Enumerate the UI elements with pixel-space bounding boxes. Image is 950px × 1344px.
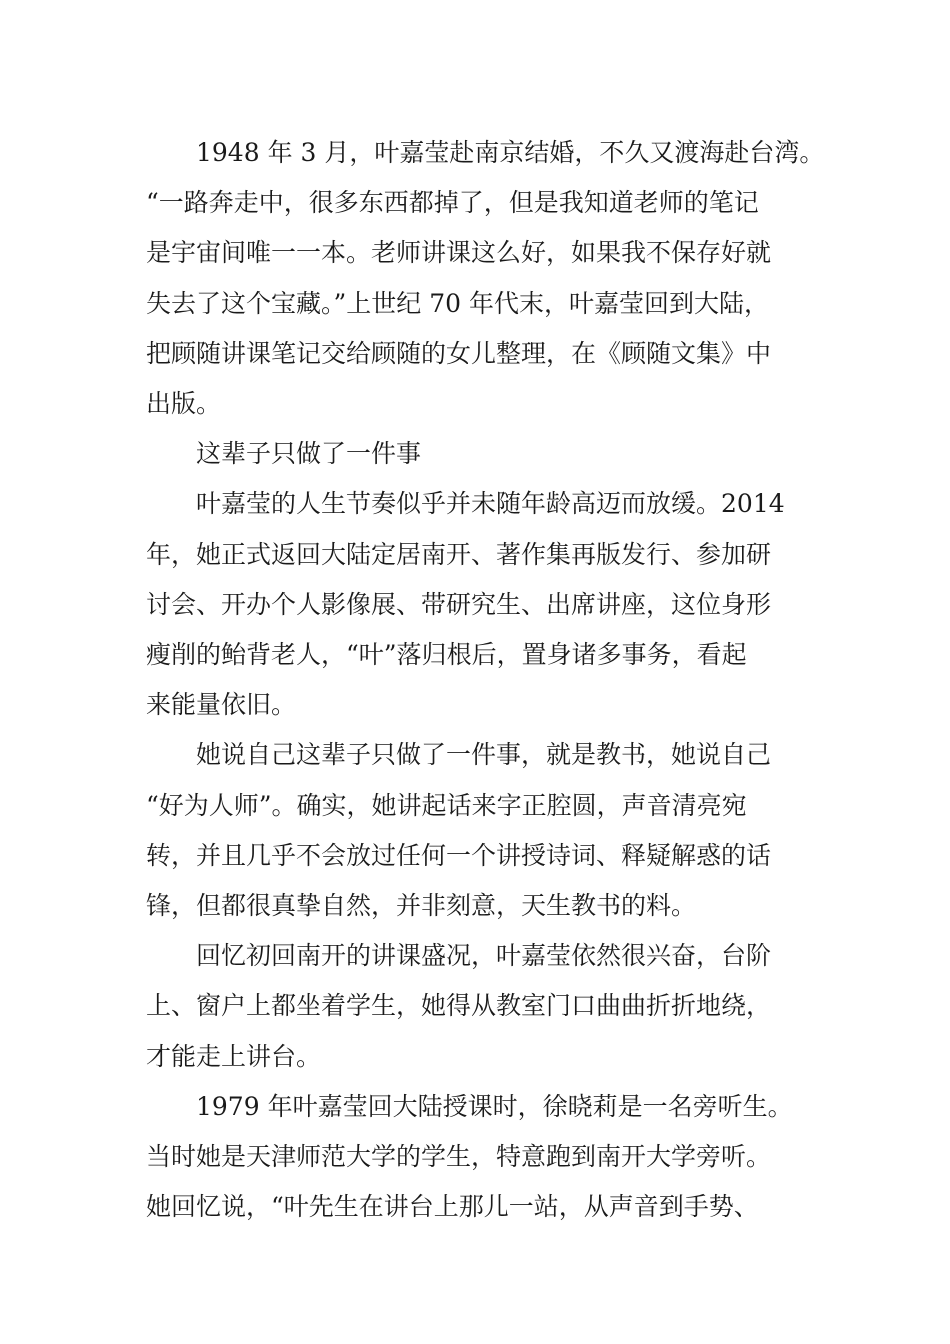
text-line: 她回忆说，“叶先生在讲台上那儿一站，从声音到手势、 (146, 1192, 759, 1222)
text-line: 当时她是天津师范大学的学生，特意跑到南开大学旁听。 (146, 1142, 772, 1172)
section-heading (146, 429, 806, 479)
paragraph-nankai-memory (146, 931, 806, 1082)
text-line: 她说自己这辈子只做了一件事，就是教书，她说自己 (196, 740, 772, 770)
text-line: 1979 年叶嘉莹回大陆授课时，徐晓莉是一名旁听生。 (196, 1091, 793, 1121)
text-line: 是宇宙间唯一一本。老师讲课这么好，如果我不保存好就 (146, 238, 772, 268)
text-line: 失去了这个宝藏。”上世纪 70 年代末，叶嘉莹回到大陆， (146, 288, 769, 318)
document-body (146, 128, 825, 1232)
text-line: 转，并且几乎不会放过任何一个讲授诗词、释疑解惑的话 (146, 840, 772, 870)
text-line: 讨会、开办个人影像展、带研究生、出席讲座，这位身形 (146, 589, 772, 619)
text-line: 来能量依旧。 (146, 690, 297, 720)
text-line: “一路奔走中，很多东西都掉了，但是我知道老师的笔记 (146, 188, 759, 218)
text-line: 把顾随讲课笔记交给顾随的女儿整理，在《顾随文集》中 (146, 338, 772, 368)
text-line: 上、窗户上都坐着学生，她得从教室门口曲曲折折地绕， (146, 991, 772, 1021)
paragraph-marriage-taiwan (146, 128, 825, 429)
text-line: 才能走上讲台。 (146, 1041, 322, 1071)
text-line: 叶嘉莹的人生节奏似乎并未随年龄高迈而放缓。2014 (196, 489, 785, 519)
paragraph-teaching (146, 730, 806, 931)
text-line: “好为人师”。确实，她讲起话来字正腔圆，声音清亮宛 (146, 790, 747, 820)
text-line: 回忆初回南开的讲课盛况，叶嘉莹依然很兴奋，台阶 (196, 941, 772, 971)
text-line: 锋，但都很真挚自然，并非刻意，天生教书的料。 (146, 891, 697, 921)
paragraph-1979-lecture (146, 1082, 806, 1233)
text-line: 出版。 (146, 389, 222, 419)
paragraph-life-rhythm (146, 479, 806, 730)
section-heading-text: 这辈子只做了一件事 (196, 439, 422, 469)
text-line: 年，她正式返回大陆定居南开、著作集再版发行、参加研 (146, 539, 772, 569)
text-line: 瘦削的鲐背老人，“叶”落归根后，置身诸多事务，看起 (146, 640, 747, 670)
text-line: 1948 年 3 月，叶嘉莹赴南京结婚，不久又渡海赴台湾。 (196, 138, 825, 167)
